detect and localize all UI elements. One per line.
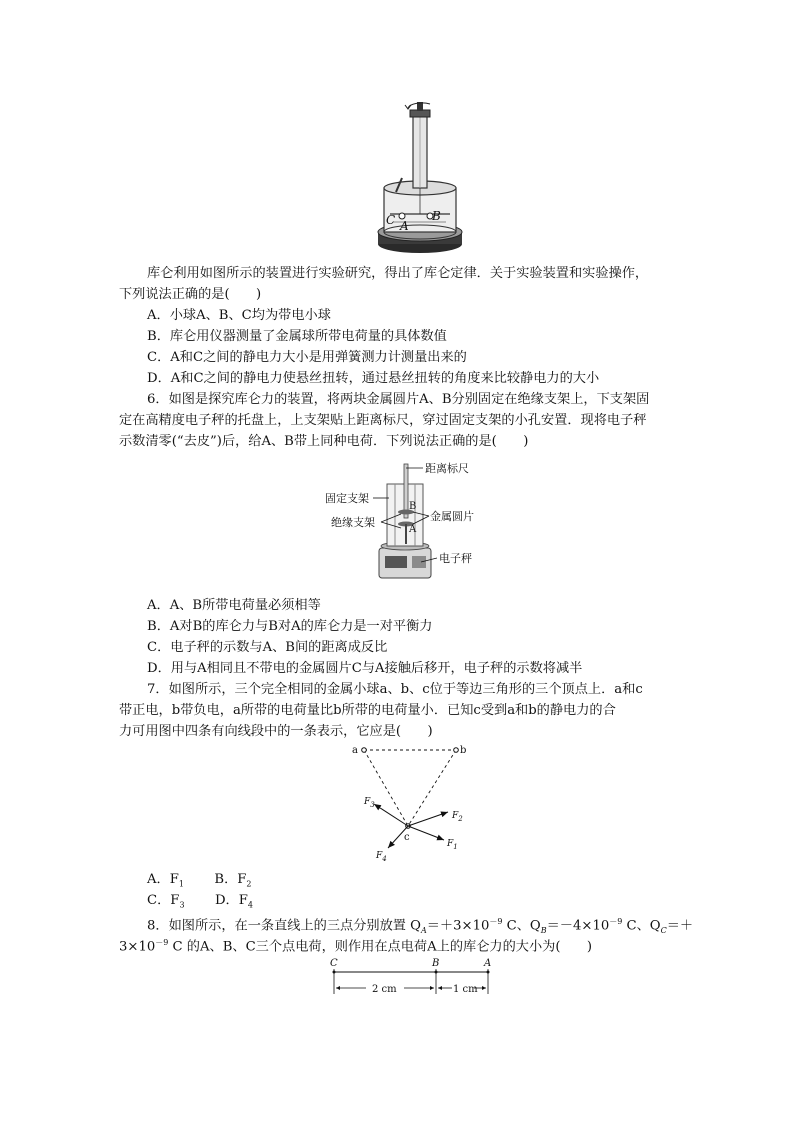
q5-option-b: B．库仑用仪器测量了金属球所带电荷量的具体数值 xyxy=(147,329,447,344)
q8-qa-exp: －9 xyxy=(489,917,503,926)
point-label-b: B xyxy=(432,958,440,969)
q8-qa-value: ＝＋3×10 xyxy=(426,918,490,934)
q8-stem-line2 xyxy=(119,933,592,957)
svg-text:F4 xyxy=(375,851,387,863)
q5-stem-line2: 下列说法正确的是( ) xyxy=(119,287,262,302)
q8-stem-pre: 8．如图所示，在一条直线上的三点分别放置 Q xyxy=(147,918,421,934)
q8-unit-2: C、Q xyxy=(622,918,661,934)
ball-label-c: C xyxy=(386,213,396,227)
force-sub-3: 3 xyxy=(370,801,375,809)
q8-qc-sub: C xyxy=(660,926,667,936)
q8-qb-exp: －9 xyxy=(609,917,623,926)
torsion-balance-figure xyxy=(370,96,470,256)
q5-stem-line1: 库仑利用如图所示的装置进行实验研究，得出了库仑定律．关于实验装置和实验操作， xyxy=(147,266,649,281)
q8-qa-sub: A xyxy=(420,926,427,936)
svg-text:F3 xyxy=(363,797,375,809)
q6-stem-line1: 6．如图是探究库仑力的装置，将两块金属圆片A、B分别固定在绝缘支架上，下支架固 xyxy=(147,392,650,407)
q7-option-d-sub: 4 xyxy=(247,900,253,910)
force-label-f2: F xyxy=(452,811,459,821)
vertex-label-c: c xyxy=(404,832,410,843)
label-metal-disc: 金属圆片 xyxy=(430,510,474,523)
q8-qc-eq: ＝＋ xyxy=(666,918,694,934)
q7-stem-line1: 7．如图所示，三个完全相同的金属小球a、b、c位于等边三角形的三个顶点上．a和c xyxy=(147,682,643,697)
point-charges-figure xyxy=(322,956,502,1000)
q8-qc-value: 3×10 xyxy=(119,939,156,955)
distance-ba: 1 cm xyxy=(453,984,478,995)
disc-label-b: B xyxy=(409,501,417,512)
q6-option-b: B．A对B的库仑力与B对A的库仑力是一对平衡力 xyxy=(147,619,433,634)
q8-qc-exp: －9 xyxy=(155,938,169,947)
q7-option-c: C．F xyxy=(147,893,180,908)
q8-stem-rest: C 的A、B、C三个点电荷，则作用在点电荷A上的库仑力的大小为( ) xyxy=(168,939,592,955)
vertex-label-a: a xyxy=(352,745,358,756)
force-sub-2: 2 xyxy=(458,815,463,823)
q5-option-a: A．小球A、B、C均为带电小球 xyxy=(147,308,331,323)
q8-unit-1: C、Q xyxy=(502,918,541,934)
force-label-f1: F xyxy=(447,839,454,849)
svg-text:F1 xyxy=(446,839,458,851)
label-distance-ruler: 距离标尺 xyxy=(425,462,469,475)
q6-option-d: D．用与A相同且不带电的金属圆片C与A接触后移开，电子秤的示数将减半 xyxy=(147,661,583,676)
force-label-f3: F xyxy=(364,797,371,807)
q7-stem-line3: 力可用图中四条有向线段中的一条表示，它应是( ) xyxy=(119,724,433,739)
coulomb-scale-figure xyxy=(325,456,510,586)
q7-option-c-sub: 3 xyxy=(179,900,185,910)
label-fixed-support: 固定支架 xyxy=(325,492,369,505)
force-sub-1: 1 xyxy=(453,843,458,851)
vertex-label-b: b xyxy=(460,745,467,756)
q7-option-b-sub: 2 xyxy=(246,879,252,889)
triangle-force-figure xyxy=(344,740,474,864)
q8-qb-value: ＝－4×10 xyxy=(546,918,610,934)
q7-option-a-sub: 1 xyxy=(178,879,184,889)
q6-stem-line3: 示数清零(“去皮”)后，给A、B带上同种电荷．下列说法正确的是( ) xyxy=(119,434,529,449)
q5-option-d: D．A和C之间的静电力使悬丝扭转，通过悬丝扭转的角度来比较静电力的大小 xyxy=(147,371,600,386)
q7-option-b: B．F xyxy=(214,872,247,887)
q6-option-c: C．电子秤的示数与A、B间的距离成反比 xyxy=(147,640,388,655)
q6-stem-line2: 定在高精度电子秤的托盘上，上支架贴上距离标尺，穿过固定支架的小孔安置．现将电子秤 xyxy=(119,413,647,428)
distance-cb: 2 cm xyxy=(372,984,397,995)
ball-label-b: B xyxy=(432,209,441,223)
q7-stem-line2: 带正电，b带负电，a所带的电荷量比b所带的电荷量小．已知c受到a和b的静电力的合 xyxy=(119,703,616,718)
q7-option-a: A．F xyxy=(147,872,179,887)
ball-label-a: A xyxy=(400,219,409,233)
disc-label-a: A xyxy=(409,524,417,535)
q7-option-d: D．F xyxy=(214,893,248,908)
label-electronic-scale: 电子秤 xyxy=(439,552,472,565)
point-label-a: A xyxy=(484,958,492,969)
label-insulating-support: 绝缘支架 xyxy=(331,516,375,529)
q5-option-c: C．A和C之间的静电力大小是用弹簧测力计测量出来的 xyxy=(147,350,467,365)
svg-text:F2 xyxy=(451,811,463,823)
point-label-c: C xyxy=(330,958,338,969)
q6-option-a: A．A、B所带电荷量必须相等 xyxy=(147,598,321,613)
force-label-f4: F xyxy=(376,851,383,861)
q8-qb-sub: B xyxy=(540,926,547,936)
force-sub-4: 4 xyxy=(382,855,387,863)
